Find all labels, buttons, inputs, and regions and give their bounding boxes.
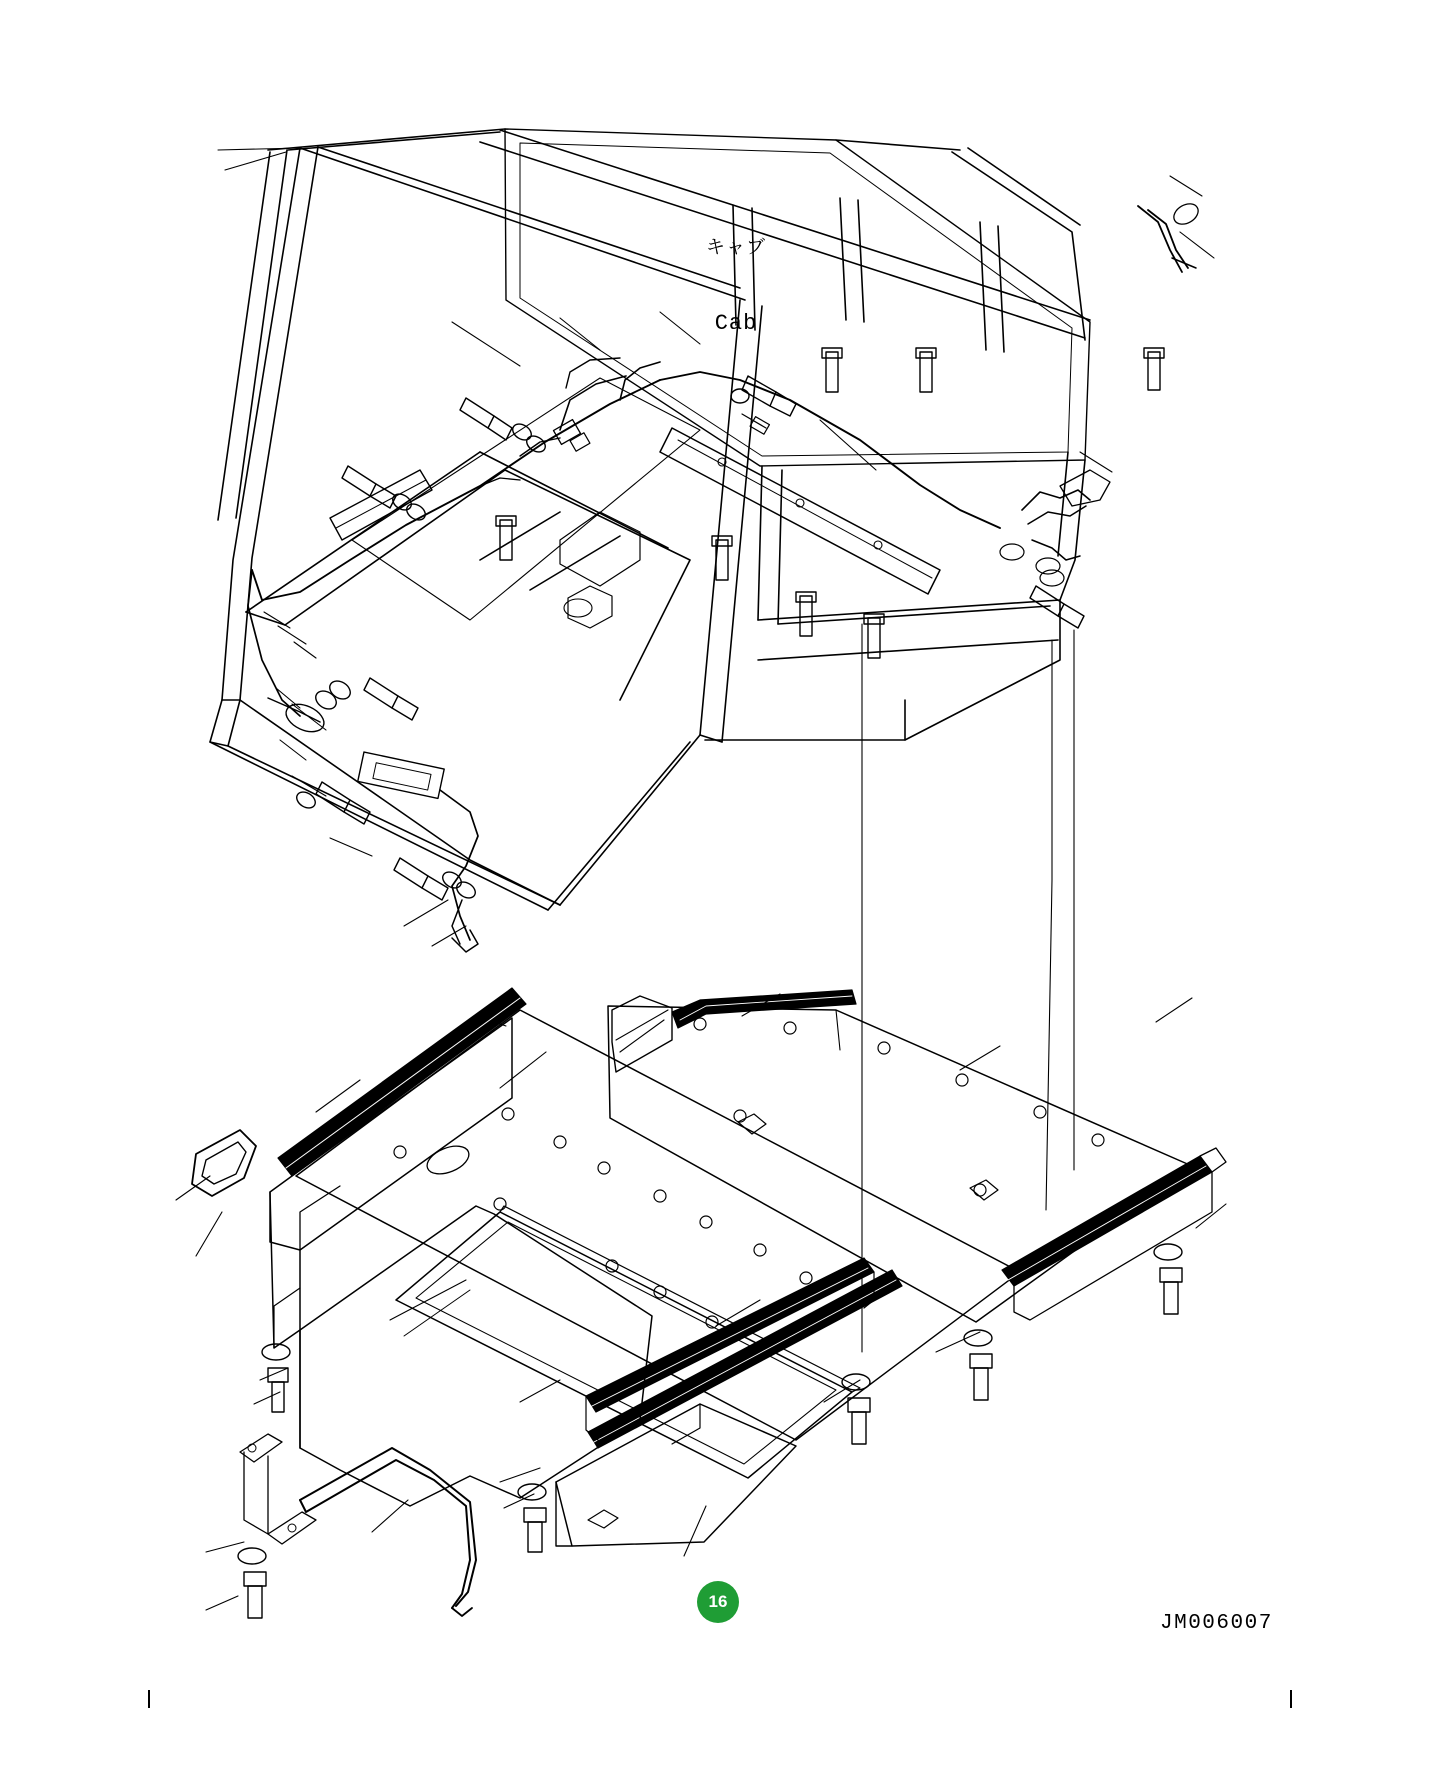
- callout-badge-16[interactable]: 16: [697, 1581, 739, 1623]
- corner-tick-bottom-right: [1290, 1690, 1292, 1708]
- cab-label: [676, 186, 796, 386]
- cab-label-english: Cab: [714, 311, 758, 336]
- corner-tick-bottom-left: [148, 1690, 150, 1708]
- drawing-number: JM006007: [1160, 1612, 1273, 1635]
- cab-label-japanese: キャブ: [705, 237, 766, 259]
